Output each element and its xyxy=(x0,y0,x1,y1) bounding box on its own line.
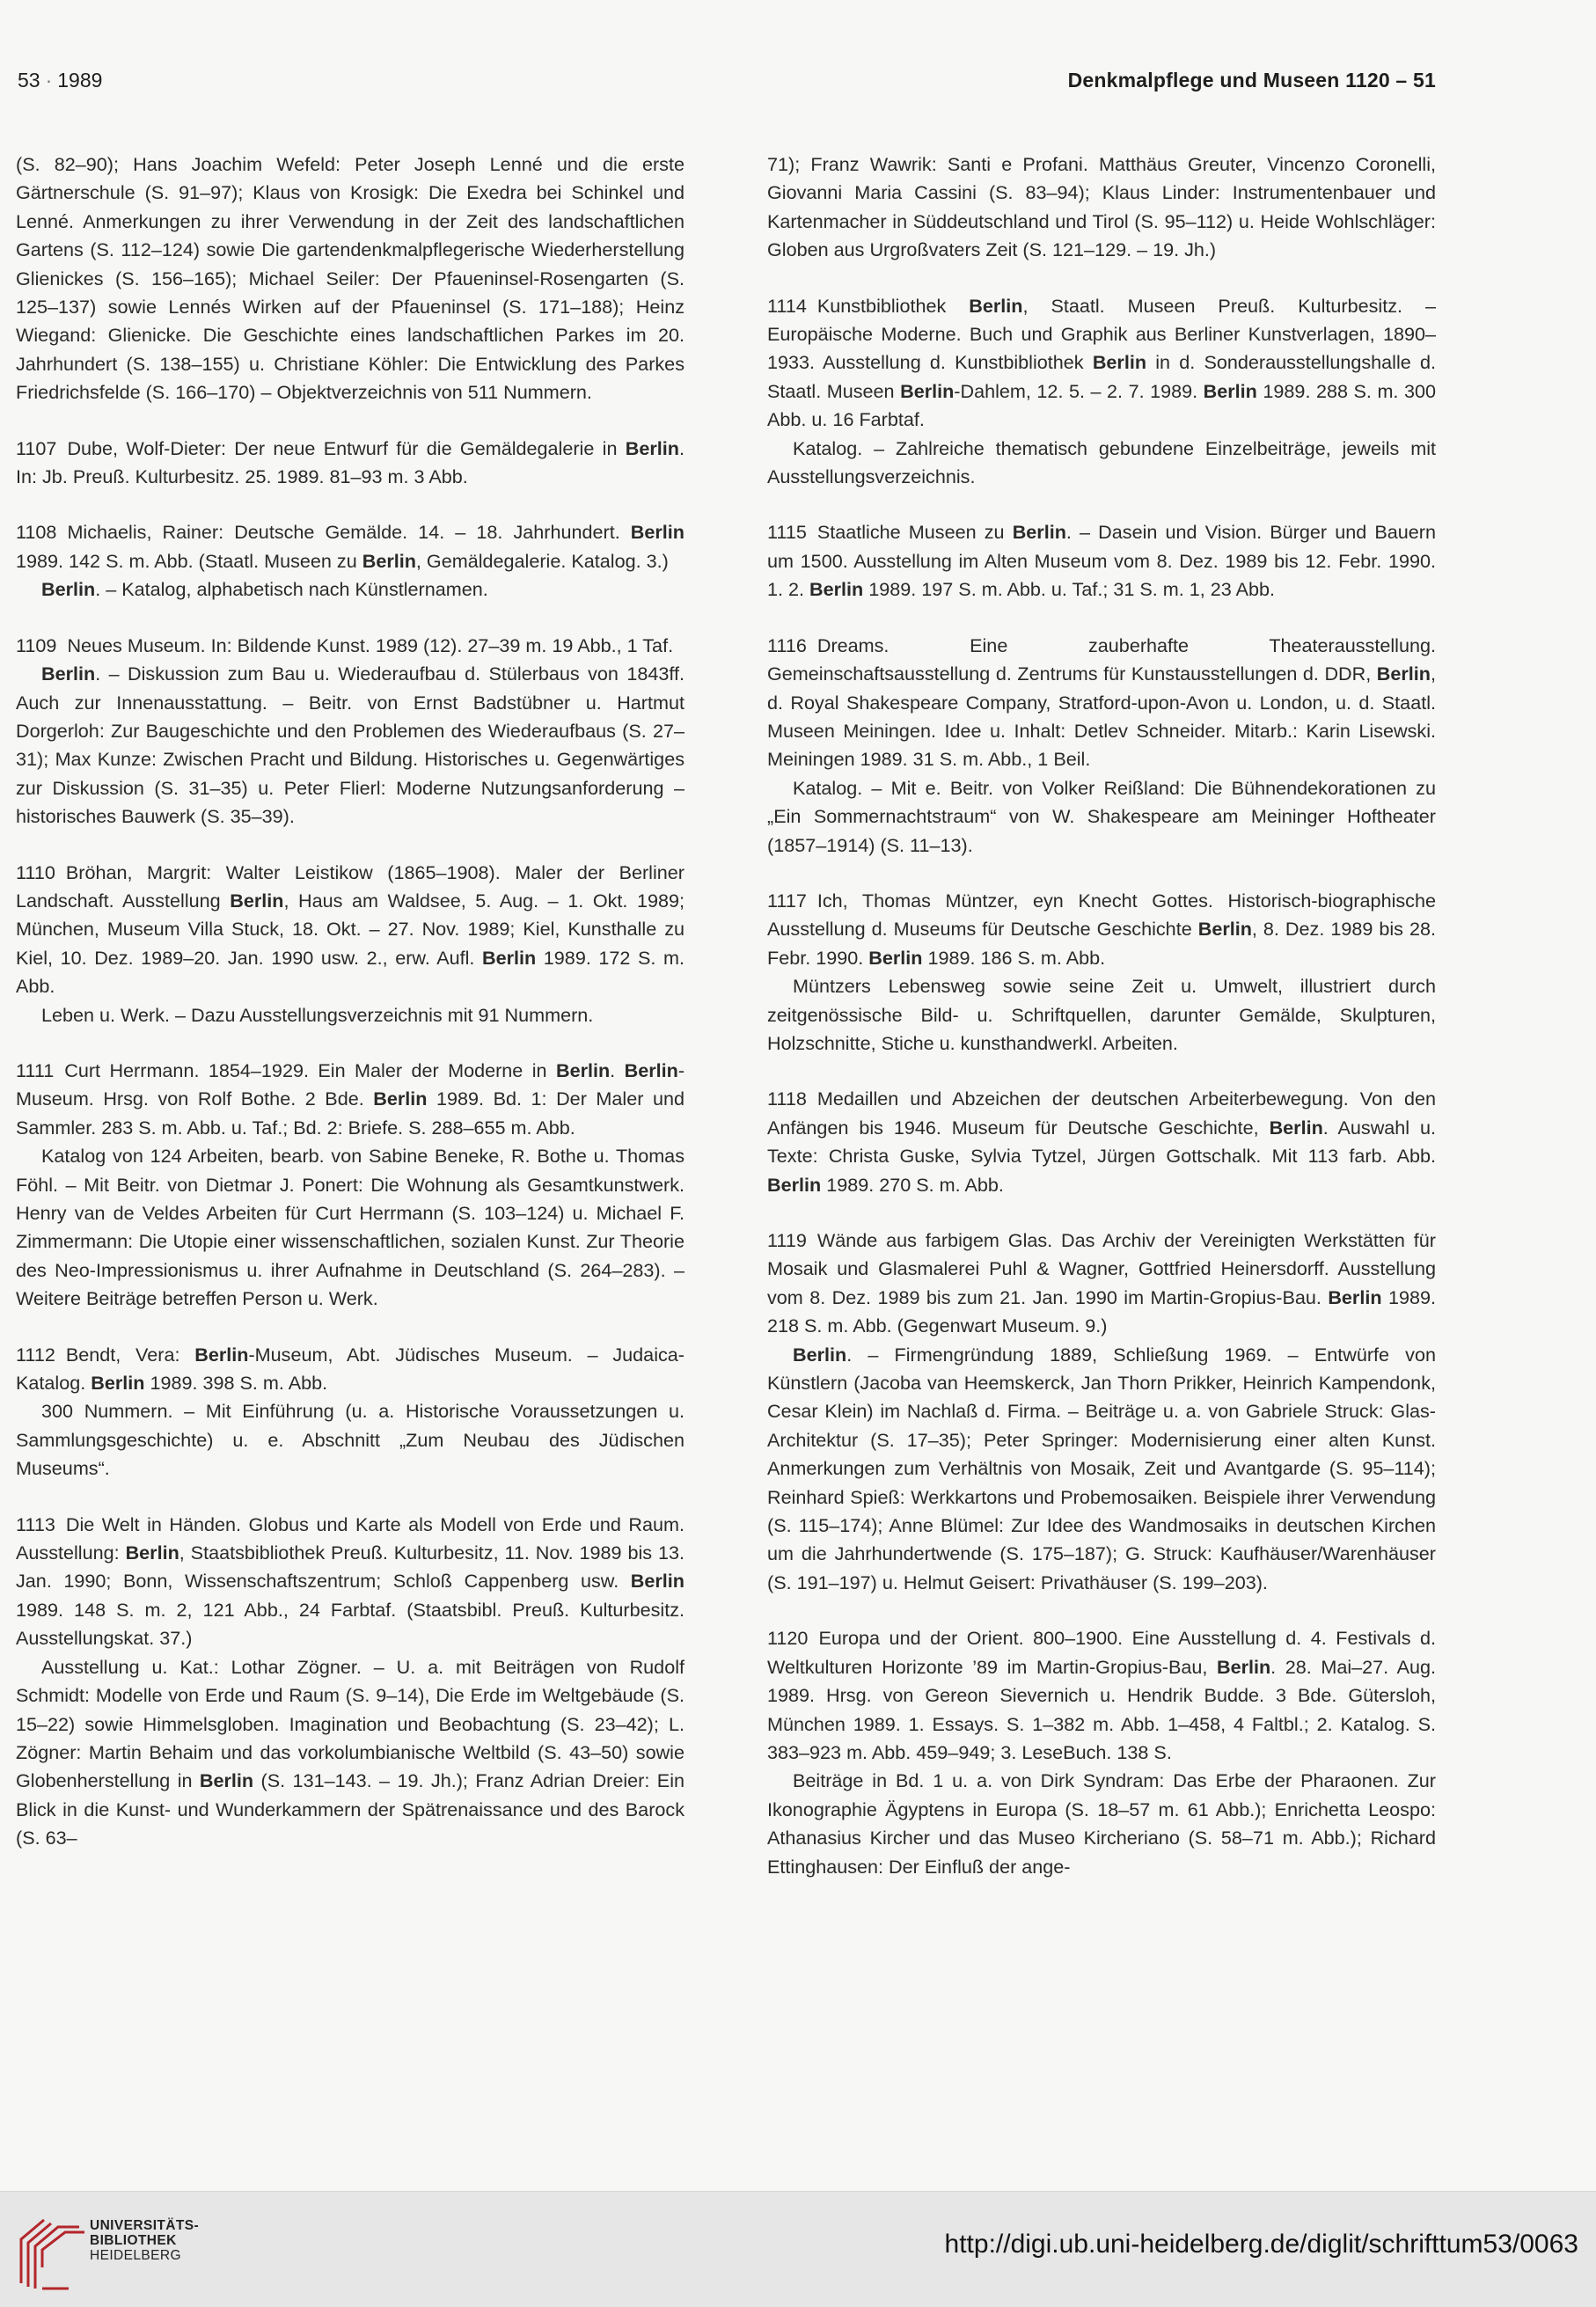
source-url-link[interactable]: http://digi.ub.uni-heidelberg.de/diglit/schrifttum53/0063 xyxy=(944,2230,1578,2259)
entry-text: Dube, Wolf-Dieter: Der neue Entwurf für die Gemäldegalerie in Berlin. In: Jb. Preuß. Kulturbesitz. 25. 1989. 81–93 m. 3 Abb. xyxy=(16,436,685,488)
library-name xyxy=(90,2218,199,2263)
entry-annotation xyxy=(767,1767,1436,1881)
entry-number: 1113 xyxy=(16,1512,55,1535)
entry-citation xyxy=(767,632,1436,774)
bibliography-entry-1118 xyxy=(767,1085,1436,1199)
entry-number: 1110 xyxy=(16,861,55,883)
entry-annotation xyxy=(16,1142,685,1313)
entry-number: 1112 xyxy=(16,1343,55,1366)
entry-annotation xyxy=(16,1653,685,1853)
entry-text: Ausstellung u. Kat.: Lothar Zögner. – U. a. mit Beiträgen von Rudolf Schmidt: Modelle von Erde und Raum (S. 9–14), Die Erde im Weltgebäude (S. 15–22) sowie Himmelsgloben. Imagination und Beobachtung (S. 23–42); L. Zögner: Martin Behaim und das vorkolumbianische Weltbild (S. 43–50) sowie Globenherstellung in Berlin (S. 131–143. – 19. Jh.); Franz Adrian Dreier: Ein Blick in die Kunst- und Wunderkammern der Spätrenaissance und des Barock (S. 63– xyxy=(16,1655,685,1849)
bibliography-entry-1111 xyxy=(16,1057,685,1314)
entry-number: 1119 xyxy=(767,1229,807,1251)
entry-text: Katalog. – Zahlreiche thematisch gebundene Einzelbeiträge, jeweils mit Ausstellungsverzeichnis. xyxy=(767,436,1436,488)
entry-text: 300 Nummern. – Mit Einführung (u. a. Historische Voraussetzungen u. Sammlungsgeschichte) u. e. Abschnitt „Zum Neubau des Jüdischen Museums“. xyxy=(16,1400,685,1480)
entry-annotation xyxy=(16,660,685,831)
university-library-logo-icon xyxy=(14,2213,88,2290)
entry-citation xyxy=(767,1227,1436,1341)
entry-citation xyxy=(767,1085,1436,1199)
entry-number: 1111 xyxy=(16,1058,55,1081)
entry-number: 1116 xyxy=(767,634,807,656)
entry-number: 1117 xyxy=(767,889,807,912)
entry-number: 1108 xyxy=(16,521,57,544)
entry-text: Michaelis, Rainer: Deutsche Gemälde. 14. – 18. Jahrhundert. Berlin 1989. 142 S. m. Abb. (Staatl. Museen zu Berlin, Gemäldegalerie. Katalog. 3.) xyxy=(16,521,685,572)
entry-text: Berlin. – Katalog, alphabetisch nach Künstlernamen. xyxy=(41,578,488,601)
entry-citation xyxy=(16,859,685,1001)
entry-number: 1118 xyxy=(767,1088,807,1110)
entry-citation xyxy=(767,150,1436,265)
bibliography-entry-1109 xyxy=(16,632,685,831)
entry-citation xyxy=(16,435,685,492)
bibliography-entry-1112 xyxy=(16,1341,685,1483)
running-title: Denkmalpflege und Museen 1120 – 51 xyxy=(1067,69,1436,92)
entry-text: Curt Herrmann. 1854–1929. Ein Maler der Moderne in Berlin. Berlin-Museum. Hrsg. von Rolf Bothe. 2 Bde. Berlin 1989. Bd. 1: Der Maler und Sammler. 283 S. m. Abb. u. Taf.; Bd. 2: Briefe. S. 288–655 m. Abb. xyxy=(16,1058,685,1139)
bibliography-entry-1117 xyxy=(767,887,1436,1058)
entry-text: Wände aus farbigem Glas. Das Archiv der Vereinigten Werkstätten für Mosaik und Glasmalerei Puhl & Wagner, Gottfried Heinersdorff. Ausstellung vom 8. Dez. 1989 bis zum 21. Jan. 1990 im Martin-Gropius-Bau. Berlin 1989. 218 S. m. Abb. (Gegenwart Museum. 9.) xyxy=(767,1229,1436,1337)
page-header xyxy=(18,69,1436,99)
entry-annotation xyxy=(767,1341,1436,1598)
library-name-line3: HEIDELBERG xyxy=(90,2248,181,2263)
entry-text: Beiträge in Bd. 1 u. a. von Dirk Syndram: Das Erbe der Pharaonen. Zur Ikonographie Ägyptens in Europa (S. 18–57 m. 61 Abb.); Enrichetta Leospo: Athanasius Kircher und das Museo Kircheriano (S. 58–71 m. Abb.); Richard Ettinghausen: Der Einfluß der ange- xyxy=(767,1769,1436,1878)
library-name-line1: UNIVERSITÄTS- xyxy=(90,2218,200,2233)
entry-citation xyxy=(767,1624,1436,1767)
entry-text: Katalog von 124 Arbeiten, bearb. von Sabine Beneke, R. Bothe u. Thomas Föhl. – Mit Beitr. von Dietmar J. Ponert: Die Wohnung als Gesamtkunstwerk. Henry van de Veldes Arbeiten für Curt Herrmann (S. 103–124) u. Michael F. Zimmermann: Die Utopie einer wissenschaftlichen, sozialen Kunst. Zur Theorie des Neo-Impressionismus u. ihrer Aufnahme in Deutschland (S. 264–283). – Weitere Beiträge betreffen Person u. Werk. xyxy=(16,1145,685,1310)
entry-citation xyxy=(767,887,1436,972)
entry-text: Bröhan, Margrit: Walter Leistikow (1865–1908). Maler der Berliner Landschaft. Ausstellung Berlin, Haus am Waldsee, 5. Aug. – 1. Okt. 1989; München, Museum Villa Stuck, 18. Okt. – 27. Nov. 1989; Kiel, Kunsthalle zu Kiel, 10. Dez. 1989–20. Jan. 1990 usw. 2., erw. Aufl. Berlin 1989. 172 S. m. Abb. xyxy=(16,861,685,998)
entry-number: 1109 xyxy=(16,634,57,656)
entry-text: (S. 82–90); Hans Joachim Wefeld: Peter Joseph Lenné und die erste Gärtnerschule (S. 91–97); Klaus von Krosigk: Die Exedra bei Schinkel und Lenné. Anmerkungen zu ihrer Verwendung in der Zeit des landschaftlichen Gartens (S. 112–124) sowie Die gartendenkmalpflegerische Wiederherstellung Glienickes (S. 156–165); Michael Seiler: Der Pfaueninsel-Rosengarten (S. 125–137) sowie Lennés Wirken auf der Pfaueninsel (S. 171–188); Heinz Wiegand: Glienicke. Die Geschichte eines landschaftlichen Parkes im 20. Jahrhundert (S. 138–155) u. Christiane Köhler: Die Entwicklung des Parkes Friedrichsfelde (S. 166–170) – Objektverzeichnis von 511 Nummern. xyxy=(16,153,685,404)
bibliography-entry-1115 xyxy=(767,518,1436,604)
page-number: 53 xyxy=(18,69,40,92)
bibliography-entry-1120 xyxy=(767,1624,1436,1881)
entry-number: 1114 xyxy=(767,294,807,317)
entry-citation xyxy=(16,1057,685,1142)
entry-text: Die Welt in Händen. Globus und Karte als Modell von Erde und Raum. Ausstellung: Berlin, Staatsbibliothek Preuß. Kulturbesitz, 11. Nov. 1989 bis 13. Jan. 1990; Bonn, Wissenschaftszentrum; Schloß Cappenberg usw. Berlin 1989. 148 S. m. 2, 121 Abb., 24 Farbtaf. (Staatsbibl. Preuß. Kulturbesitz. Ausstellungskat. 37.) xyxy=(16,1512,685,1650)
entry-citation xyxy=(16,150,685,407)
entry-annotation xyxy=(16,1397,685,1483)
header-left: 53 · 1989 xyxy=(18,69,103,92)
bibliography-entry-1108 xyxy=(16,518,685,604)
entry-text: Europa und der Orient. 800–1900. Eine Ausstellung d. 4. Festivals d. Weltkulturen Horizonte ’89 im Martin-Gropius-Bau, Berlin. 28. Mai–27. Aug. 1989. Hrsg. von Gereon Sievernich u. Hendrik Budde. 3 Bde. Gütersloh, München 1989. 1. Essays. S. 1–382 m. Abb. 1–458, 4 Faltbl.; 2. Katalog. S. 383–923 m. Abb. 459–949; 3. LeseBuch. 138 S. xyxy=(767,1627,1436,1763)
entry-text: Ich, Thomas Müntzer, eyn Knecht Gottes. Historisch-biographische Ausstellung d. Museums für Deutsche Geschichte Berlin, 8. Dez. 1989 bis 28. Febr. 1990. Berlin 1989. 186 S. m. Abb. xyxy=(767,889,1437,969)
entry-text: Müntzers Lebensweg sowie seine Zeit u. Umwelt, illustriert durch zeitgenössische Bild- u. Schriftquellen, darunter Gemälde, Skulpturen, Holzschnitte, Stiche u. kunsthandwerkl. Arbeiten. xyxy=(767,975,1436,1054)
entry-annotation xyxy=(767,774,1436,860)
entry-citation xyxy=(16,1511,685,1653)
bibliography-entry-1113 xyxy=(16,1511,685,1853)
entry-citation xyxy=(16,1341,685,1398)
library-name-line2: BIBLIOTHEK xyxy=(90,2233,177,2248)
entry-text: Medaillen und Abzeichen der deutschen Arbeiterbewegung. Von den Anfängen bis 1946. Museum für Deutsche Geschichte, Berlin. Auswahl u. Texte: Christa Guske, Sylvia Tytzel, Jürgen Gottschalk. Mit 113 farb. Abb. Berlin 1989. 270 S. m. Abb. xyxy=(767,1088,1436,1196)
bibliography-entry-1116 xyxy=(767,632,1436,860)
footer-bar xyxy=(0,2191,1596,2307)
entry-number: 1107 xyxy=(16,436,57,459)
bibliography-entry-continuation xyxy=(767,150,1436,265)
entry-citation xyxy=(767,292,1436,435)
entry-text: Kunstbibliothek Berlin, Staatl. Museen Preuß. Kulturbesitz. – Europäische Moderne. Buch und Graphik aus Berliner Kunstverlagen, 1890–1933. Ausstellung d. Kunstbibliothek Berlin in d. Sonderausstellungshalle d. Staatl. Museen Berlin-Dahlem, 12. 5. – 2. 7. 1989. Berlin 1989. 288 S. m. 300 Abb. u. 16 Farbtaf. xyxy=(767,294,1436,431)
entry-text: Dreams. Eine zauberhafte Theaterausstellung. Gemeinschaftsausstellung d. Zentrums für Kunstausstellungen d. DDR, Berlin, d. Royal Shakespeare Company, Stratford-upon-Avon u. London, u. d. Staatl. Museen Meiningen. Idee u. Inhalt: Detlev Schneider. Mitarb.: Karin Lisewski. Meiningen 1989. 31 S. m. Abb., 1 Beil. xyxy=(767,634,1436,771)
bibliography-entry-1119 xyxy=(767,1227,1436,1597)
entry-number: 1120 xyxy=(767,1627,809,1650)
entry-text: Berlin. – Firmengründung 1889, Schließung 1969. – Entwürfe von Künstlern (Jacoba van Heemskerck, Jan Thorn Prikker, Heinrich Kampendonk, Cesar Klein) im Nachlaß d. Firma. – Beiträge u. a. von Gabriele Struck: Glas-Architektur (S. 17–35); Peter Springer: Modernisierung einer alten Kunst. Anmerkungen zum Verhältnis von Mosaik, Zeit und Avantgarde (S. 95–114); Reinhard Spieß: Werkkartons und Probemosaiken. Beispiele ihrer Verwendung (S. 115–174); Anne Blümel: Zur Idee des Wandmosaiks in deutschen Kirchen um die Jahrhundertwende (S. 175–187); G. Struck: Kaufhäuser/Warenhäuser (S. 191–197) u. Helmut Geisert: Privathäuser (S. 199–203). xyxy=(767,1343,1436,1593)
bibliography-entry-1110 xyxy=(16,859,685,1029)
bibliography-entry-1114 xyxy=(767,292,1436,492)
entry-annotation xyxy=(16,575,685,604)
entry-text: Staatliche Museen zu Berlin. – Dasein und Vision. Bürger und Bauern um 1500. Ausstellung im Alten Museum vom 8. Dez. 1989 bis 12. Febr. 1990. 1. 2. Berlin 1989. 197 S. m. Abb. u. Taf.; 31 S. m. 1, 23 Abb. xyxy=(767,521,1436,601)
left-column xyxy=(16,150,685,1880)
entry-citation xyxy=(767,518,1436,604)
right-column xyxy=(767,150,1436,1908)
bibliography-entry-1107 xyxy=(16,435,685,492)
entry-annotation xyxy=(767,972,1436,1058)
entry-annotation xyxy=(767,435,1436,492)
entry-text: Neues Museum. In: Bildende Kunst. 1989 (12). 27–39 m. 19 Abb., 1 Taf. xyxy=(67,634,674,656)
bibliography-entry-continuation xyxy=(16,150,685,407)
entry-text: Berlin. – Diskussion zum Bau u. Wiederaufbau d. Stülerbaus von 1843ff. Auch zur Innenausstattung. – Beitr. von Ernst Badstübner u. Hartmut Dorgerloh: Zur Baugeschichte und den Problemen des Wiederaufbaus (S. 27–31); Max Kunze: Zwischen Pracht und Bildung. Historisches u. Gegenwärtiges zur Diskussion (S. 31–35) u. Peter Flierl: Moderne Nutzungsanforderung – historisches Bauwerk (S. 35–39). xyxy=(16,663,685,828)
entry-annotation xyxy=(16,1001,685,1029)
entry-citation xyxy=(16,518,685,575)
entry-text: Leben u. Werk. – Dazu Ausstellungsverzeichnis mit 91 Nummern. xyxy=(41,1003,594,1026)
entry-text: 71); Franz Wawrik: Santi e Profani. Matthäus Greuter, Vincenzo Coronelli, Giovanni Maria Cassini (S. 83–94); Klaus Linder: Instrumentenbauer und Kartenmacher in Süddeutschland und Tirol (S. 95–112) u. Heide Wohlschläger: Globen aus Urgroßvaters Zeit (S. 121–129. – 19. Jh.) xyxy=(767,153,1436,261)
entry-citation xyxy=(16,632,685,660)
entry-text: Bendt, Vera: Berlin-Museum, Abt. Jüdisches Museum. – Judaica-Katalog. Berlin 1989. 398 S. m. Abb. xyxy=(16,1343,685,1395)
header-year: 1989 xyxy=(57,69,103,92)
entry-text: Katalog. – Mit e. Beitr. von Volker Reißland: Die Bühnendekorationen zu „Ein Sommernachtstraum“ von W. Shakespeare am Meininger Hoftheater (1857–1914) (S. 11–13). xyxy=(767,776,1436,856)
entry-number: 1115 xyxy=(767,521,807,544)
